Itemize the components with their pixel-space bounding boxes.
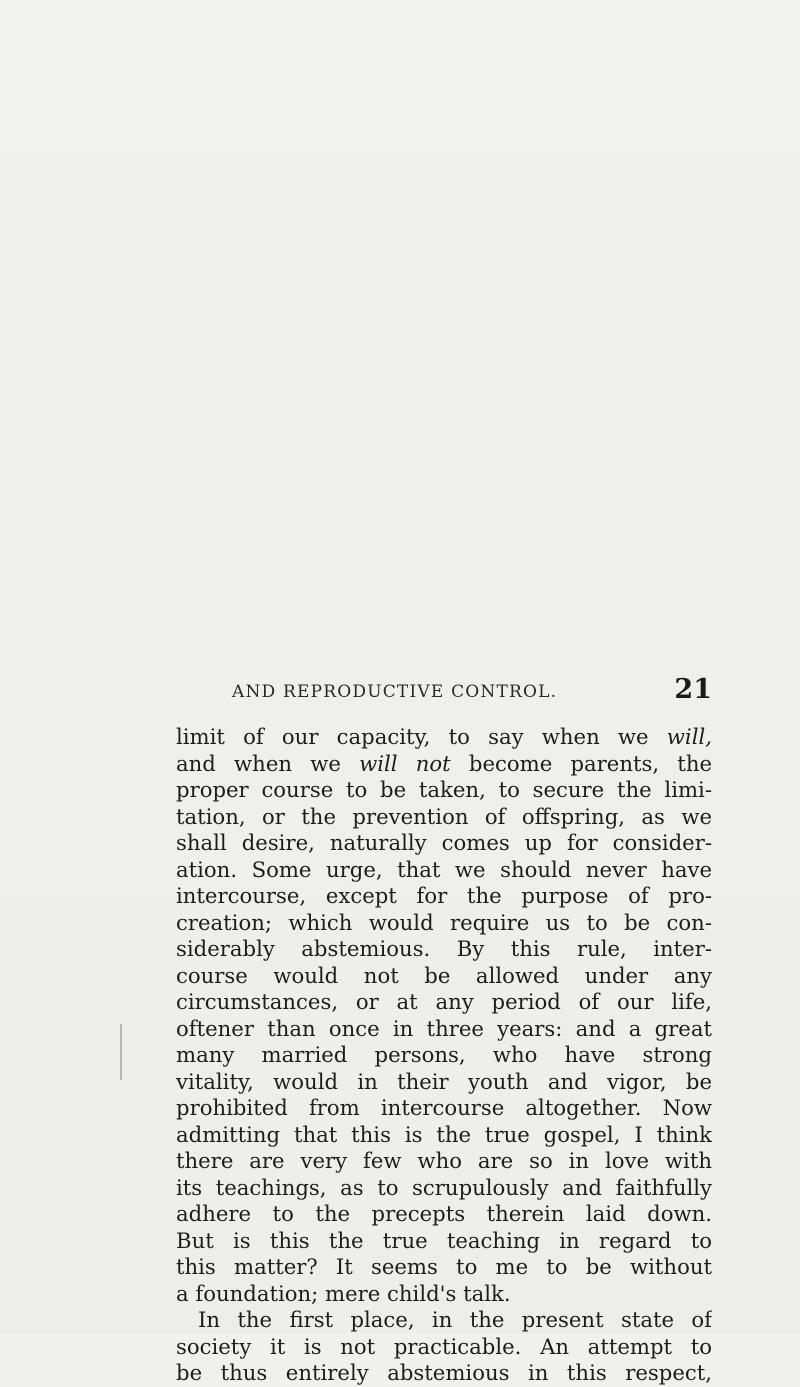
text-line: course would not be allowed under any xyxy=(176,962,712,988)
text-line: proper course to be taken, to secure the limi- xyxy=(176,777,712,802)
text-line: admitting that this is the true gospel, I think xyxy=(176,1121,712,1147)
emphasis-will-not: will not xyxy=(359,750,451,776)
text-line: and when we will not become parents, the xyxy=(176,750,712,776)
text-line: adhere to the precepts therein laid down. xyxy=(176,1201,712,1226)
running-title: AND REPRODUCTIVE CONTROL. xyxy=(232,682,558,702)
text-line: tation, or the prevention of offspring, as we xyxy=(176,803,712,829)
text-line: prohibited from intercourse altogether. Now xyxy=(176,1095,712,1120)
text-line: siderably abstemious. By this rule, inter- xyxy=(176,936,712,961)
emphasis-will: will, xyxy=(666,724,712,749)
text-line: intercourse, except for the purpose of pro- xyxy=(176,883,712,908)
body-text xyxy=(176,724,712,1387)
text-line: society it is not practicable. An attempt to xyxy=(176,1333,712,1359)
text-line: this matter? It seems to me to be without xyxy=(176,1254,712,1279)
text-line: oftener than once in three years: and a great xyxy=(176,1015,712,1041)
text-line: be thus entirely abstemious in this respect, xyxy=(176,1360,712,1385)
margin-mark xyxy=(120,1024,122,1080)
text-line: creation; which would require us to be con- xyxy=(176,909,712,935)
text-line: circumstances, or at any period of our life, xyxy=(176,989,712,1014)
text-line: a foundation; mere child's talk. xyxy=(176,1280,511,1306)
text-line: vitality, would in their youth and vigor, be xyxy=(176,1068,712,1094)
text-line: its teachings, as to scrupulously and faithfully xyxy=(176,1174,712,1200)
text-line: shall desire, naturally comes up for consider- xyxy=(176,830,712,855)
text-line: limit of our capacity, to say when we will, xyxy=(176,724,712,749)
page-header xyxy=(232,676,712,712)
text-line: But is this the true teaching in regard to xyxy=(176,1227,712,1253)
text-line: many married persons, who have strong xyxy=(176,1042,712,1067)
page-number: 21 xyxy=(674,674,712,705)
text-line: ation. Some urge, that we should never have xyxy=(176,856,712,882)
text-line: there are very few who are so in love with xyxy=(176,1148,712,1173)
paragraph-start-line: In the first place, in the present state of xyxy=(198,1307,712,1332)
